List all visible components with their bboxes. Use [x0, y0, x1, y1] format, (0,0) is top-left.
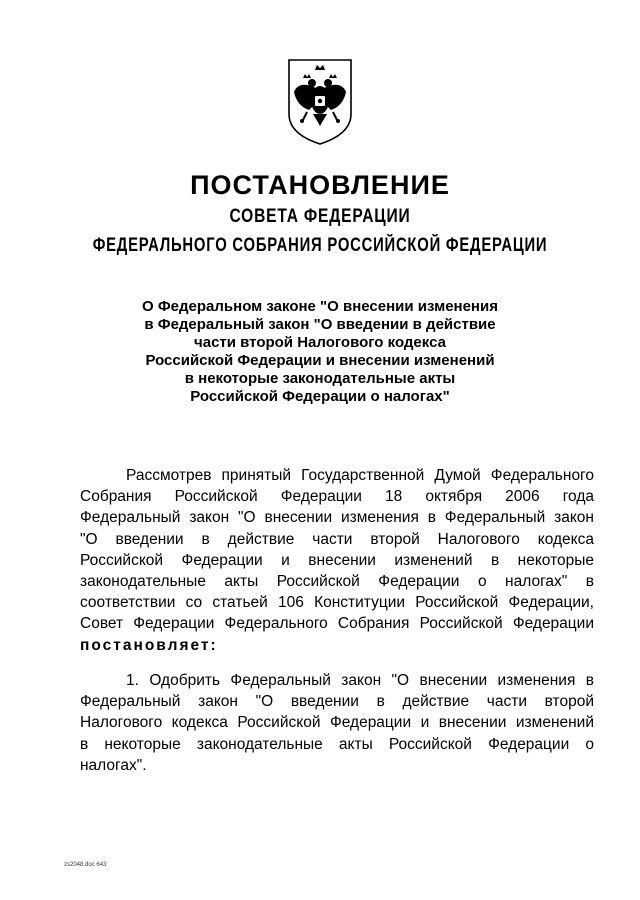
paragraph-line: в некоторые законодательные акты Российской Федерации о [80, 735, 594, 753]
paragraph-line: "О введении в действие части второй Налогового кодекса [80, 530, 594, 548]
paragraph-line: законодательные акты Российской Федерации о налогах" в [80, 573, 594, 591]
paragraph-line: Налогового кодекса Российской Федерации и внесении изменений [80, 714, 594, 732]
paragraph-line: Российской Федерации и внесении изменений в некоторые [80, 551, 594, 569]
file-reference: zs2048.doc 643 [64, 862, 107, 868]
subject-line: Российской Федерации и внесении изменений [145, 352, 495, 369]
paragraph-line: Совет Федерации Федерального Собрания Российской Федерации [80, 615, 594, 633]
paragraph-line: Собрания Российской Федерации 18 октября 2006 года [80, 488, 594, 506]
document-title: ПОСТАНОВЛЕНИЕ [190, 170, 450, 200]
paragraph-line: Федеральный закон "О введении в действие части второй [80, 693, 594, 711]
paragraph-line: 1. Одобрить Федеральный закон "О внесении изменения в [126, 672, 594, 689]
paragraph-item-1 [80, 670, 594, 776]
subject-line: в некоторые законодательные акты [184, 370, 456, 387]
paragraph-line: Рассмотрев принятый Государственной Думой Федерального [126, 467, 594, 484]
paragraph-line: налогах". [80, 756, 147, 774]
paragraph-preamble [80, 465, 594, 656]
organization-line-1: СОВЕТА ФЕДЕРАЦИИ [229, 206, 411, 227]
organization-line-2: ФЕДЕРАЛЬНОГО СОБРАНИЯ РОССИЙСКОЙ ФЕДЕРАЦИИ [92, 235, 548, 256]
paragraph-line: соответствии со статьей 106 Конституции Российской Федерации, [80, 594, 594, 612]
resolution-keyword: постановляет: [80, 636, 218, 654]
coat-of-arms-icon [285, 56, 355, 148]
subject-line: Российской Федерации о налогах" [190, 388, 450, 405]
subject-line: О Федеральном законе "О внесении изменения [142, 298, 498, 315]
subject-line: в Федеральный закон "О введении в действие [144, 316, 496, 333]
document-subject [110, 298, 530, 406]
subject-line: части второй Налогового кодекса [194, 334, 446, 351]
paragraph-line: Федеральный закон "О внесении изменения в Федеральный закон [80, 509, 594, 527]
